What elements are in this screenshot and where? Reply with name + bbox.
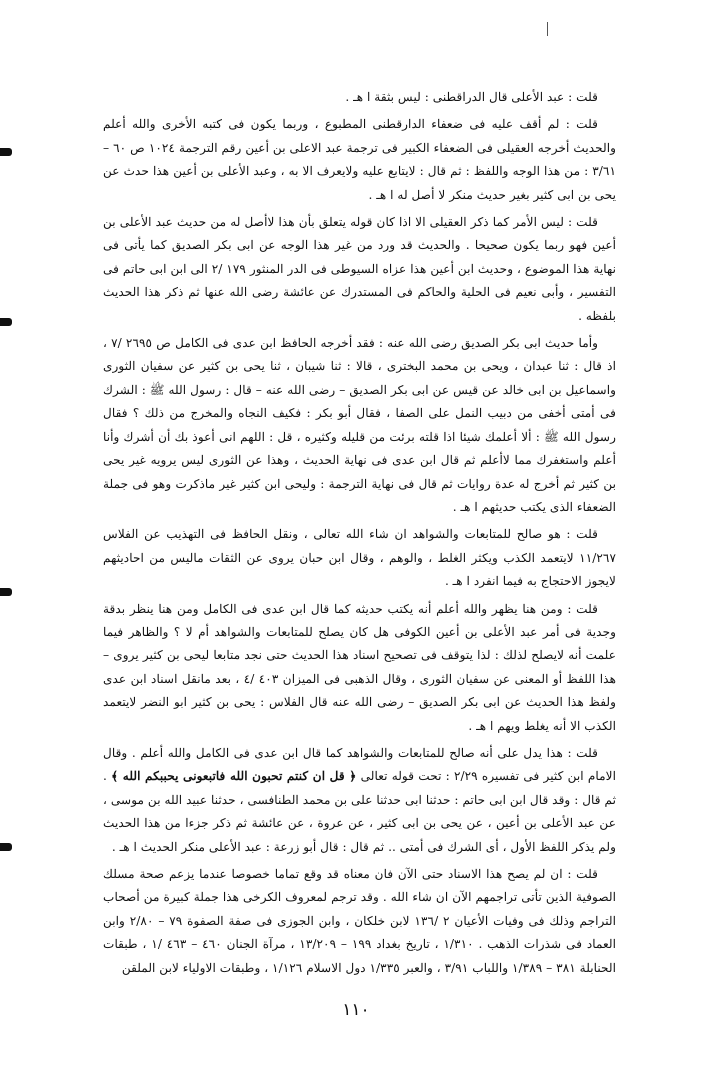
paragraph-text: . ثم قال : وقد قال ابن ابى حاتم : حدثنا ابى حدثنا على بن محمد الطنافسى ، حدثنا عبيد الله بن موسى ، عن عبد الأعلى بن أعين ، عن يحى بن ابى كثير ، عن عروة ، عن عائشة ثم ذكر جزءا من هذا الحديث ولم يذكر اللفظ الأول ، أى الشرك فى أمتى .. ثم قال : قال أبو زرعة : عبد الأعلى منكر الحديث ا هـ . — [103, 769, 616, 854]
paragraph: قلت : عبد الأعلى قال الدراقطنى : ليس بثقة ا هـ . — [345, 90, 598, 104]
paragraph — [103, 742, 616, 859]
paragraph: قلت : ومن هنا يظهر والله أعلم أنه يكتب حديثه كما قال ابن عدى فى الكامل ومن هنا ينظر بدقة وجدية فى أمر عبد الأعلى بن أعين الكوفى هل كان يصلح للمتابعات والشواهد أم لا ؟ والظاهر فيما علمت أنه لايصلح لذلك : لذا يتوقف فى تصحيح اسناد هذا الحديث حتى نجد متابعا ليحى بن كثير يروى – هذا اللفظ أو المعنى عن سفيان الثورى ، وقال الذهبى فى الميزان ٤٠٣ /٤ ، بعد مانقل اسناد ابن عدى ولفظ هذا الحديث عن ابى بكر الصديق – رضى الله عنه قال الفلاس : يحى بن كثير ابو النضر لايتعمد الكذب الا أنه يغلط ويهم ا هـ . — [103, 601, 616, 733]
paragraph: وأما حديث ابى بكر الصديق رضى الله عنه : فقد أخرجه الحافظ ابن عدى فى الكامل ص ٢٦٩٥ /٧ ، اذ قال : ثنا عبدان ، ويحى بن محمد البخترى ، قالا : ثنا شيبان ، ثنا يحى بن كثير عن سفيان الثورى واسماعيل بن ابى خالد عن قيس عن ابى بكر الصديق – رضى الله عنه – قال : رسول الله ﷺ : الشرك فى أمتى أخفى من دبيب النمل على الصفا ، فقال أبو بكر : فكيف النجاه والمخرج من ذلك ؟ فقال رسول الله ﷺ : ألا أعلمك شيئا اذا قلته برئت من قليله وكثيره ، قل : اللهم انى أعوذ بك أن أشرك وأنا أعلم واستغفرك مما لاأعلم ثم قال ابن عدى فى نهاية الحديث ، وهذا عن الثورى ليس يرويه غير يحى بن كثير ثم أخرج له عدة روايات ثم قال فى نهاية الترجمة : وليحى ابن كثير غير ماذكرت وهو فى جملة الضعفاء الذى يكتب حديثهم ا هـ . — [103, 336, 616, 514]
binding-mark — [0, 148, 12, 156]
paragraph: قلت : ليس الأمر كما ذكر العقيلى الا اذا كان قوله يتعلق بأن هذا لاأصل له من حديث عبد الأعلى بن أعين فهو ربما يكون صحيحا . والحديث قد ورد من غير هذا الوجه عن ابى بكر الصديق كما يأتى فى نهاية هذا الموضوع ، وحديث ابن أعين هذا عزاه السيوطى فى الدر المنثور ١٧٩ /٢ الى ابن ابى حاتم فى التفسير ، وأبى نعيم فى الحلية والحاكم فى المستدرك عن عائشة رضى الله عنها ثم ذكر هذا الحديث بلفظه . — [103, 215, 616, 323]
quran-verse: ﴿ قل ان كنتم تحبون الله فاتبعونى يحببكم الله ﴾ — [111, 769, 357, 784]
paragraph: قلت : لم أقف عليه فى ضعفاء الدارقطنى المطبوع ، وربما يكون فى كتبه الأخرى والله أعلم والحديث أخرجه العقيلى فى الضعفاء الكبير فى ترجمة عبد الاعلى بن أعين رقم الترجمة ١٠٢٤ ص ٦٠ – ٣/٦١ : من هذا الوجه واللفظ : ثم قال : لايتابع عليه ولايعرف الا به ، وعبد الأعلى بن أعين هذا حدث عن يحى بن ابى كثير بغير حديث منكر لا أصل له ا هـ . — [103, 117, 616, 202]
page-number: ١١٠ — [342, 1000, 370, 1020]
scan-mark — [547, 22, 548, 36]
page-body — [103, 86, 616, 984]
paragraph-text: قلت : هذا يدل على أنه صالح للمتابعات والشواهد كما قال ابن عدى فى الكامل والله أعلم . وقال الامام ابن كثير فى تفسيره ٢/٢٩ : تحت قوله تعالى — [103, 745, 616, 784]
binding-mark — [0, 843, 12, 851]
binding-mark — [0, 588, 12, 596]
binding-mark — [0, 318, 12, 326]
paragraph: قلت : هو صالح للمتابعات والشواهد ان شاء الله تعالى ، ونقل الحافظ فى التهذيب عن الفلاس ١١/٢٦٧ لايتعمد الكذب ويكثر الغلط ، والوهم ، وقال ابن حبان يروى عن الثقات ماليس من احاديثهم لايجوز الاحتجاج به فيما انفرد ا هـ . — [103, 527, 616, 589]
paragraph: قلت : ان لم يصح هذا الاسناد حتى الآن فان معناه قد وقع تماما خصوصا عندما يزعم صحة مسلك الصوفية الذين تأتى تراجمهم الآن ان شاء الله . وقد ترجم لمعروف الكرخى هذا جملة كبيرة من أصحاب التراجم وذلك فى وفيات الأعيان ٢ /١٣٦ لابن خلكان ، وابن الجوزى فى صفة الصفوة ٧٩ – ٢/٨٠ وابن العماد فى شذرات الذهب . ١/٣١٠ ، تاريخ بغداد ١٩٩ – ١٣/٢٠٩ ، مرآة الجنان ٤٦٠ – ٤٦٣ /١ ، طبقات الحنابلة ٣٨١ – ١/٣٨٩ واللباب ٣/٩١ ، والعبر ١/٣٣٥ دول الاسلام ١/١٢٦ ، وطبقات الاولياء لابن الملقن — [103, 867, 617, 975]
